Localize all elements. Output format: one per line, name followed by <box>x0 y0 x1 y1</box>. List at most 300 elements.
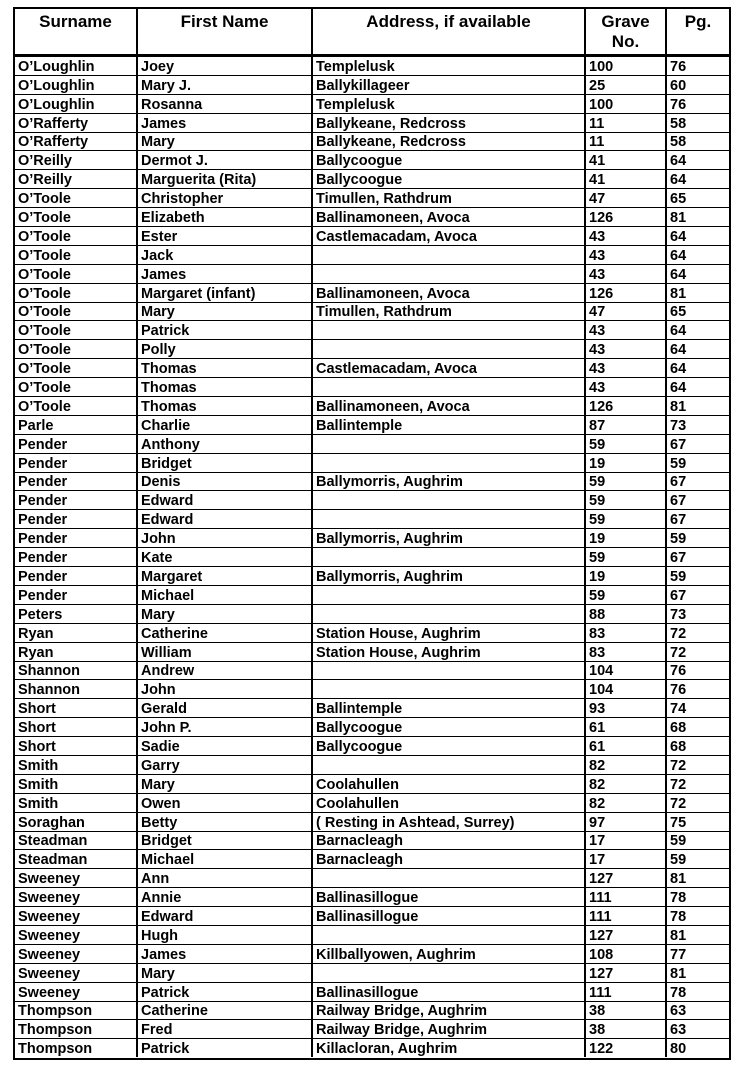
cell-address: Timullen, Rathdrum <box>312 302 585 321</box>
cell-address: Ballykeane, Redcross <box>312 113 585 132</box>
cell-surname: Pender <box>15 529 137 548</box>
table-row <box>15 944 729 963</box>
cell-grave-no: 127 <box>585 963 666 982</box>
cell-surname: O’Toole <box>15 189 137 208</box>
cell-page: 72 <box>666 623 729 642</box>
cell-surname: O’Rafferty <box>15 132 137 151</box>
cell-grave-no: 88 <box>585 604 666 623</box>
cell-page: 81 <box>666 283 729 302</box>
cell-surname: Short <box>15 737 137 756</box>
cell-surname: Steadman <box>15 850 137 869</box>
cell-grave-no: 104 <box>585 661 666 680</box>
cell-grave-no: 17 <box>585 850 666 869</box>
cell-grave-no: 59 <box>585 472 666 491</box>
cell-first-name: William <box>137 642 312 661</box>
cell-surname: Sweeney <box>15 982 137 1001</box>
cell-address <box>312 755 585 774</box>
cell-grave-no: 59 <box>585 510 666 529</box>
cell-grave-no: 47 <box>585 302 666 321</box>
cell-page: 78 <box>666 982 729 1001</box>
cell-page: 59 <box>666 453 729 472</box>
table-row <box>15 434 729 453</box>
cell-page: 76 <box>666 56 729 76</box>
table-row <box>15 869 729 888</box>
cell-first-name: Thomas <box>137 359 312 378</box>
cell-grave-no: 25 <box>585 75 666 94</box>
cell-grave-no: 82 <box>585 774 666 793</box>
cell-surname: Sweeney <box>15 944 137 963</box>
cell-grave-no: 59 <box>585 548 666 567</box>
cell-surname: O’Rafferty <box>15 113 137 132</box>
cell-first-name: James <box>137 944 312 963</box>
table-row <box>15 264 729 283</box>
cell-address: Ballymorris, Aughrim <box>312 529 585 548</box>
cell-page: 77 <box>666 944 729 963</box>
cell-page: 64 <box>666 340 729 359</box>
cell-page: 81 <box>666 963 729 982</box>
cell-address: Castlemacadam, Avoca <box>312 359 585 378</box>
table-row <box>15 1001 729 1020</box>
cell-first-name: Dermot J. <box>137 151 312 170</box>
cell-page: 64 <box>666 359 729 378</box>
cell-address <box>312 321 585 340</box>
cell-first-name: Margaret <box>137 567 312 586</box>
table-row <box>15 245 729 264</box>
cell-surname: O’Toole <box>15 302 137 321</box>
cell-page: 72 <box>666 774 729 793</box>
cell-page: 76 <box>666 661 729 680</box>
cell-page: 67 <box>666 472 729 491</box>
cell-first-name: Fred <box>137 1020 312 1039</box>
cell-page: 64 <box>666 378 729 397</box>
cell-grave-no: 82 <box>585 755 666 774</box>
cell-grave-no: 11 <box>585 113 666 132</box>
cell-surname: Smith <box>15 755 137 774</box>
burial-register-table <box>15 9 729 1057</box>
table-row <box>15 491 729 510</box>
cell-address: Station House, Aughrim <box>312 623 585 642</box>
table-row <box>15 453 729 472</box>
cell-first-name: Kate <box>137 548 312 567</box>
cell-grave-no: 126 <box>585 208 666 227</box>
table-row <box>15 963 729 982</box>
table-row <box>15 529 729 548</box>
table-row <box>15 359 729 378</box>
table-row <box>15 567 729 586</box>
cell-surname: Shannon <box>15 680 137 699</box>
cell-address <box>312 680 585 699</box>
cell-grave-no: 108 <box>585 944 666 963</box>
cell-address: Ballinamoneen, Avoca <box>312 208 585 227</box>
cell-first-name: John <box>137 680 312 699</box>
cell-page: 59 <box>666 831 729 850</box>
cell-surname: Ryan <box>15 623 137 642</box>
cell-address: Ballykillageer <box>312 75 585 94</box>
cell-page: 81 <box>666 397 729 416</box>
cell-address <box>312 925 585 944</box>
cell-address: Station House, Aughrim <box>312 642 585 661</box>
cell-first-name: Polly <box>137 340 312 359</box>
cell-page: 81 <box>666 208 729 227</box>
cell-first-name: Michael <box>137 585 312 604</box>
cell-address <box>312 585 585 604</box>
cell-first-name: Andrew <box>137 661 312 680</box>
cell-page: 58 <box>666 113 729 132</box>
cell-page: 64 <box>666 321 729 340</box>
cell-grave-no: 43 <box>585 340 666 359</box>
cell-address <box>312 661 585 680</box>
cell-page: 68 <box>666 718 729 737</box>
cell-address: Ballymorris, Aughrim <box>312 472 585 491</box>
cell-first-name: Patrick <box>137 1039 312 1057</box>
cell-grave-no: 104 <box>585 680 666 699</box>
cell-address: Ballycoogue <box>312 718 585 737</box>
cell-surname: Ryan <box>15 642 137 661</box>
cell-surname: O’Loughlin <box>15 94 137 113</box>
cell-surname: O’Loughlin <box>15 75 137 94</box>
table-row <box>15 321 729 340</box>
table-row <box>15 548 729 567</box>
cell-first-name: Mary <box>137 774 312 793</box>
table-row <box>15 774 729 793</box>
table-row <box>15 472 729 491</box>
cell-surname: O’Toole <box>15 264 137 283</box>
cell-page: 72 <box>666 755 729 774</box>
table-row <box>15 604 729 623</box>
cell-grave-no: 87 <box>585 415 666 434</box>
table-row <box>15 850 729 869</box>
cell-grave-no: 19 <box>585 567 666 586</box>
cell-grave-no: 61 <box>585 737 666 756</box>
table-row <box>15 94 729 113</box>
cell-grave-no: 93 <box>585 699 666 718</box>
cell-surname: O’Reilly <box>15 170 137 189</box>
table-row <box>15 151 729 170</box>
cell-grave-no: 43 <box>585 245 666 264</box>
cell-page: 68 <box>666 737 729 756</box>
cell-grave-no: 126 <box>585 283 666 302</box>
cell-surname: Smith <box>15 774 137 793</box>
cell-first-name: Edward <box>137 491 312 510</box>
table-row <box>15 170 729 189</box>
cell-surname: Sweeney <box>15 907 137 926</box>
cell-page: 63 <box>666 1001 729 1020</box>
cell-first-name: James <box>137 113 312 132</box>
table-row <box>15 812 729 831</box>
cell-address: Ballintemple <box>312 699 585 718</box>
cell-page: 67 <box>666 548 729 567</box>
cell-address: Castlemacadam, Avoca <box>312 227 585 246</box>
cell-address <box>312 264 585 283</box>
burial-register-sheet <box>13 7 731 1060</box>
table-row <box>15 793 729 812</box>
cell-page: 75 <box>666 812 729 831</box>
table-row <box>15 189 729 208</box>
cell-first-name: Edward <box>137 510 312 529</box>
cell-page: 63 <box>666 1020 729 1039</box>
cell-page: 64 <box>666 227 729 246</box>
cell-address: Ballintemple <box>312 415 585 434</box>
cell-surname: O’Toole <box>15 340 137 359</box>
cell-address: Ballinasillogue <box>312 888 585 907</box>
cell-address <box>312 963 585 982</box>
cell-page: 67 <box>666 510 729 529</box>
cell-grave-no: 122 <box>585 1039 666 1057</box>
cell-first-name: Catherine <box>137 623 312 642</box>
cell-surname: O’Toole <box>15 283 137 302</box>
cell-page: 67 <box>666 434 729 453</box>
cell-first-name: Patrick <box>137 321 312 340</box>
cell-surname: O’Toole <box>15 378 137 397</box>
cell-first-name: Margaret (infant) <box>137 283 312 302</box>
cell-grave-no: 43 <box>585 227 666 246</box>
cell-grave-no: 59 <box>585 434 666 453</box>
cell-first-name: Ann <box>137 869 312 888</box>
cell-address: Ballycoogue <box>312 151 585 170</box>
table-row <box>15 680 729 699</box>
cell-address <box>312 510 585 529</box>
cell-grave-no: 43 <box>585 359 666 378</box>
header-first-name: First Name <box>137 9 312 56</box>
table-row <box>15 378 729 397</box>
cell-address: Ballinamoneen, Avoca <box>312 283 585 302</box>
cell-address: Ballycoogue <box>312 170 585 189</box>
cell-first-name: Sadie <box>137 737 312 756</box>
cell-surname: O’Toole <box>15 359 137 378</box>
cell-first-name: Joey <box>137 56 312 76</box>
cell-surname: Pender <box>15 548 137 567</box>
table-row <box>15 642 729 661</box>
cell-surname: Pender <box>15 585 137 604</box>
cell-first-name: Marguerita (Rita) <box>137 170 312 189</box>
cell-first-name: Catherine <box>137 1001 312 1020</box>
table-row <box>15 982 729 1001</box>
cell-page: 64 <box>666 151 729 170</box>
cell-surname: Parle <box>15 415 137 434</box>
cell-address <box>312 548 585 567</box>
cell-page: 72 <box>666 793 729 812</box>
cell-page: 64 <box>666 245 729 264</box>
table-row <box>15 397 729 416</box>
cell-first-name: Betty <box>137 812 312 831</box>
cell-grave-no: 127 <box>585 869 666 888</box>
cell-first-name: Patrick <box>137 982 312 1001</box>
table-row <box>15 340 729 359</box>
cell-address <box>312 378 585 397</box>
cell-first-name: Mary <box>137 132 312 151</box>
cell-surname: O’Toole <box>15 245 137 264</box>
cell-first-name: Mary <box>137 963 312 982</box>
cell-address: Ballycoogue <box>312 737 585 756</box>
cell-page: 64 <box>666 170 729 189</box>
cell-surname: O’Reilly <box>15 151 137 170</box>
cell-address: Ballinamoneen, Avoca <box>312 397 585 416</box>
cell-grave-no: 11 <box>585 132 666 151</box>
cell-page: 78 <box>666 888 729 907</box>
header-page: Pg. <box>666 9 729 56</box>
cell-surname: Sweeney <box>15 963 137 982</box>
cell-surname: O’Toole <box>15 208 137 227</box>
header-grave-no: Grave No. <box>585 9 666 56</box>
cell-grave-no: 19 <box>585 453 666 472</box>
cell-address <box>312 453 585 472</box>
cell-first-name: John <box>137 529 312 548</box>
cell-page: 74 <box>666 699 729 718</box>
cell-surname: Sweeney <box>15 869 137 888</box>
cell-grave-no: 43 <box>585 378 666 397</box>
cell-address <box>312 245 585 264</box>
cell-surname: Pender <box>15 472 137 491</box>
cell-first-name: Owen <box>137 793 312 812</box>
cell-address: Coolahullen <box>312 774 585 793</box>
cell-page: 76 <box>666 680 729 699</box>
table-row <box>15 302 729 321</box>
cell-surname: Pender <box>15 434 137 453</box>
table-row <box>15 661 729 680</box>
cell-surname: Pender <box>15 491 137 510</box>
cell-address: Templelusk <box>312 56 585 76</box>
table-row <box>15 623 729 642</box>
cell-first-name: John P. <box>137 718 312 737</box>
cell-surname: Steadman <box>15 831 137 850</box>
cell-first-name: Bridget <box>137 453 312 472</box>
cell-first-name: Mary <box>137 302 312 321</box>
table-row <box>15 755 729 774</box>
cell-first-name: Bridget <box>137 831 312 850</box>
table-row <box>15 737 729 756</box>
table-row <box>15 113 729 132</box>
cell-grave-no: 111 <box>585 888 666 907</box>
cell-surname: O’Toole <box>15 397 137 416</box>
cell-grave-no: 41 <box>585 170 666 189</box>
cell-address: Templelusk <box>312 94 585 113</box>
cell-grave-no: 83 <box>585 623 666 642</box>
cell-grave-no: 111 <box>585 907 666 926</box>
cell-grave-no: 100 <box>585 56 666 76</box>
cell-grave-no: 100 <box>585 94 666 113</box>
table-row <box>15 1020 729 1039</box>
cell-address: Railway Bridge, Aughrim <box>312 1001 585 1020</box>
cell-grave-no: 82 <box>585 793 666 812</box>
cell-first-name: James <box>137 264 312 283</box>
cell-first-name: Denis <box>137 472 312 491</box>
table-row <box>15 283 729 302</box>
table-row <box>15 75 729 94</box>
cell-grave-no: 127 <box>585 925 666 944</box>
cell-page: 73 <box>666 415 729 434</box>
cell-first-name: Christopher <box>137 189 312 208</box>
cell-grave-no: 41 <box>585 151 666 170</box>
cell-address: Ballykeane, Redcross <box>312 132 585 151</box>
cell-first-name: Edward <box>137 907 312 926</box>
cell-first-name: Thomas <box>137 378 312 397</box>
cell-surname: Peters <box>15 604 137 623</box>
cell-grave-no: 43 <box>585 264 666 283</box>
cell-surname: Thompson <box>15 1020 137 1039</box>
cell-page: 64 <box>666 264 729 283</box>
cell-grave-no: 61 <box>585 718 666 737</box>
cell-address: Ballinasillogue <box>312 982 585 1001</box>
cell-grave-no: 59 <box>585 491 666 510</box>
cell-page: 59 <box>666 850 729 869</box>
cell-grave-no: 47 <box>585 189 666 208</box>
table-row <box>15 132 729 151</box>
cell-address <box>312 869 585 888</box>
cell-first-name: Thomas <box>137 397 312 416</box>
cell-first-name: Jack <box>137 245 312 264</box>
header-row <box>15 9 729 56</box>
cell-surname: Thompson <box>15 1001 137 1020</box>
cell-first-name: Elizabeth <box>137 208 312 227</box>
cell-page: 59 <box>666 567 729 586</box>
cell-first-name: Charlie <box>137 415 312 434</box>
table-row <box>15 831 729 850</box>
cell-address: ( Resting in Ashtead, Surrey) <box>312 812 585 831</box>
cell-surname: Short <box>15 718 137 737</box>
cell-surname: Thompson <box>15 1039 137 1057</box>
cell-page: 80 <box>670 1041 687 1058</box>
cell-grave-no: 59 <box>585 585 666 604</box>
cell-grave-no: 19 <box>585 529 666 548</box>
table-row <box>15 888 729 907</box>
cell-page: 72 <box>666 642 729 661</box>
table-row <box>15 925 729 944</box>
table-row <box>15 227 729 246</box>
cell-first-name: Michael <box>137 850 312 869</box>
cell-first-name: Ester <box>137 227 312 246</box>
cell-address: Ballinasillogue <box>312 907 585 926</box>
cell-page: 65 <box>666 189 729 208</box>
cell-surname: Short <box>15 699 137 718</box>
cell-grave-no: 126 <box>585 397 666 416</box>
cell-address: Barnacleagh <box>312 831 585 850</box>
cell-address: Railway Bridge, Aughrim <box>312 1020 585 1039</box>
cell-address: Ballymorris, Aughrim <box>312 567 585 586</box>
cell-address: Coolahullen <box>312 793 585 812</box>
table-row <box>15 1039 729 1057</box>
cell-surname: Pender <box>15 510 137 529</box>
cell-page: 65 <box>666 302 729 321</box>
cell-grave-no: 43 <box>585 321 666 340</box>
cell-page: 67 <box>666 491 729 510</box>
cell-surname: Smith <box>15 793 137 812</box>
cell-grave-no: 83 <box>585 642 666 661</box>
cell-grave-no: 97 <box>585 812 666 831</box>
cell-first-name: Anthony <box>137 434 312 453</box>
cell-first-name: Annie <box>137 888 312 907</box>
cell-address <box>312 340 585 359</box>
cell-address: Killacloran, Aughrim <box>312 1039 585 1057</box>
cell-first-name: Gerald <box>137 699 312 718</box>
table-row <box>15 699 729 718</box>
cell-page: 60 <box>666 75 729 94</box>
table-row <box>15 415 729 434</box>
table-row <box>15 208 729 227</box>
cell-page: 78 <box>666 907 729 926</box>
cell-surname: Soraghan <box>15 812 137 831</box>
cell-surname: Shannon <box>15 661 137 680</box>
cell-address <box>312 434 585 453</box>
cell-grave-no: 38 <box>585 1001 666 1020</box>
table-row <box>15 585 729 604</box>
header-surname: Surname <box>15 9 137 56</box>
cell-first-name: Hugh <box>137 925 312 944</box>
cell-page: 59 <box>666 529 729 548</box>
cell-first-name: Mary J. <box>137 75 312 94</box>
cell-page: 81 <box>666 869 729 888</box>
header-address: Address, if available <box>312 9 585 56</box>
cell-address <box>312 491 585 510</box>
